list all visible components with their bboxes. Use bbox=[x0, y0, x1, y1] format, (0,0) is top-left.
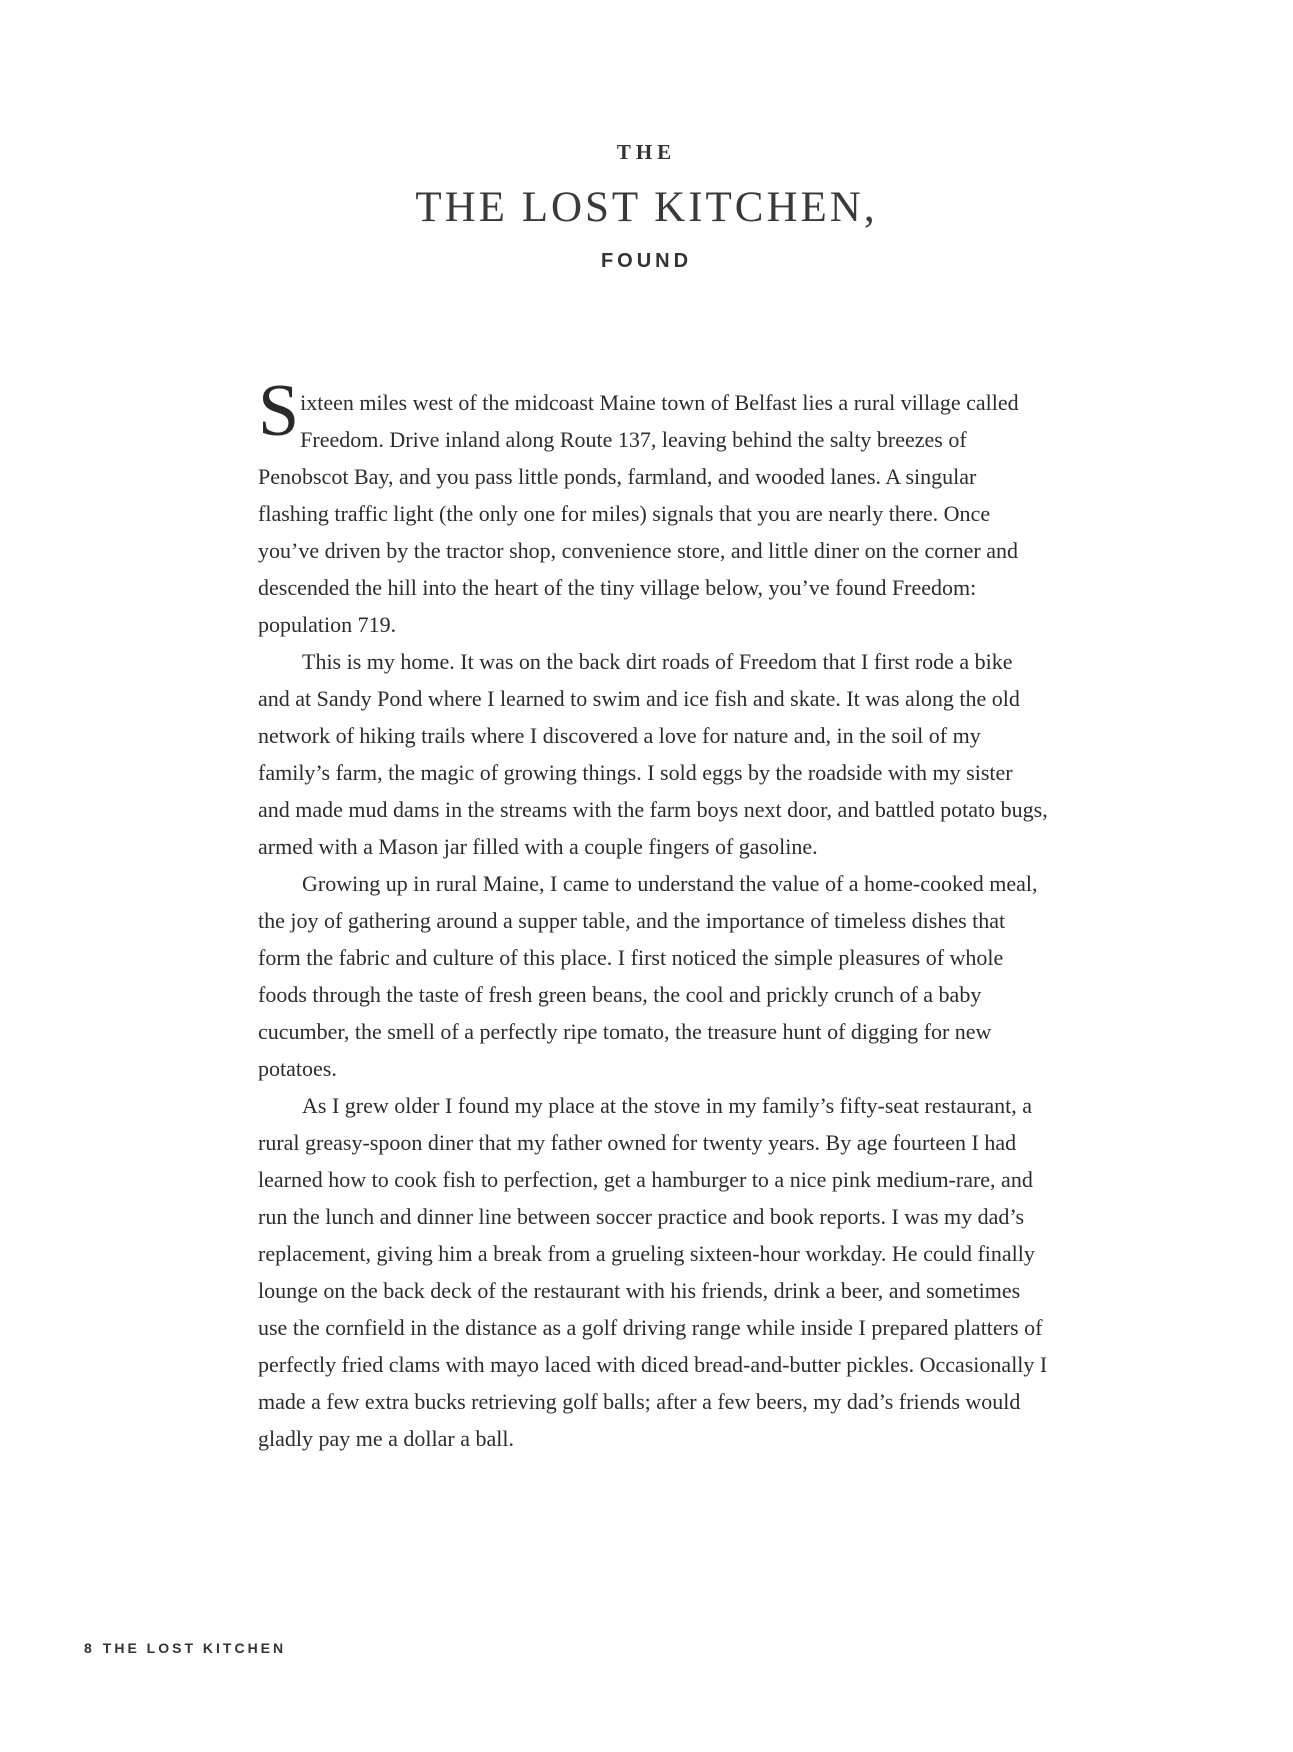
drop-cap: S bbox=[258, 370, 300, 452]
body-text bbox=[258, 370, 1048, 1457]
paragraph-2: This is my home. It was on the back dirt roads of Freedom that I first rode a bike and at Sandy Pond where I learned to swim and ice fish and skate. It was along the old network of hiking trails where I discovered a love for nature and, in the soil of my family’s farm, the magic of growing things. I sold eggs by the roadside with my sister and made mud dams in the streams with the farm boys next door, and battled potato bugs, armed with a Mason jar filled with a couple fingers of gasoline. bbox=[258, 649, 1048, 859]
chapter-subtitle: FOUND bbox=[600, 250, 693, 272]
page-footer bbox=[84, 1640, 286, 1656]
running-head: THE LOST KITCHEN bbox=[102, 1640, 287, 1656]
chapter-title: THE LOST KITCHEN, bbox=[415, 184, 878, 231]
paragraph-1 bbox=[258, 370, 1048, 643]
chapter-kicker: THE bbox=[616, 140, 677, 164]
page-number: 8 bbox=[84, 1640, 95, 1656]
paragraph-3: Growing up in rural Maine, I came to understand the value of a home-cooked meal, the joy of gathering around a supper table, and the importance of timeless dishes that form the fabric and culture of this place. I first noticed the simple pleasures of whole foods through the taste of fresh green beans, the cool and prickly crunch of a baby cucumber, the smell of a perfectly ripe tomato, the treasure hunt of digging for new potatoes. bbox=[258, 871, 1038, 1081]
paragraph-4: As I grew older I found my place at the stove in my family’s fifty-seat restaurant, a rural greasy-spoon diner that my father owned for twenty years. By age fourteen I had learned how to cook fish to perfection, get a hamburger to a nice pink medium-rare, and run the lunch and dinner line between soccer practice and book reports. I was my dad’s replacement, giving him a break from a grueling sixteen-hour workday. He could finally lounge on the back deck of the restaurant with his friends, drink a beer, and sometimes use the cornfield in the distance as a golf driving range while inside I prepared platters of perfectly fried clams with mayo laced with diced bread-and-butter pickles. Occasionally I made a few extra bucks retrieving golf balls; after a few beers, my dad’s friends would gladly pay me a dollar a ball. bbox=[258, 1093, 1048, 1451]
paragraph-1-text: ixteen miles west of the midcoast Maine town of Belfast lies a rural village called Freedom. Drive inland along Route 137, leaving behind the salty breezes of Penobscot Bay, and you pass little ponds, farmland, and wooded lanes. A singular flashing traffic light (the only one for miles) signals that you are nearly there. Once you’ve driven by the tractor shop, convenience store, and little diner on the corner and descended the hill into the heart of the tiny village below, you’ve found Freedom: population 719. bbox=[258, 390, 1019, 637]
